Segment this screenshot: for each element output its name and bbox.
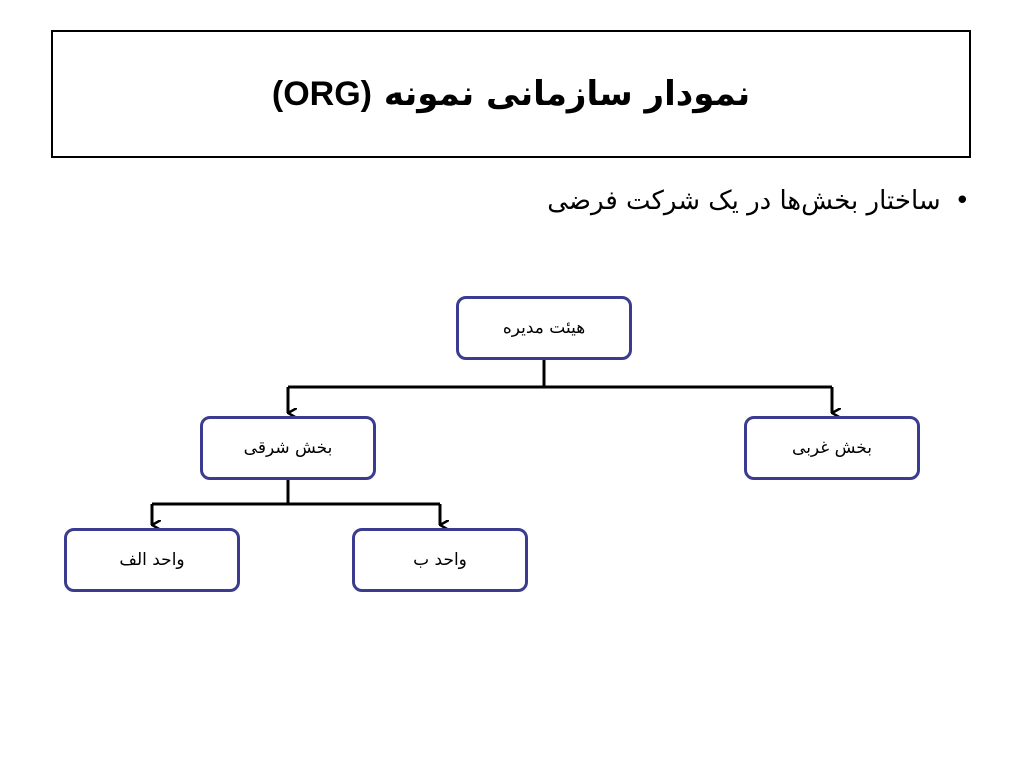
- slide-title-tag: (ORG): [271, 75, 372, 113]
- org-node-branch-east: بخش شرقی: [200, 416, 376, 480]
- intro-text: ساختار بخش‌ها در یک شرکت فرضی: [547, 186, 941, 216]
- org-node-unit-b: واحد ب: [352, 528, 528, 592]
- org-node-unit-a: واحد الف: [64, 528, 240, 592]
- org-node-top: هیئت مدیره: [456, 296, 632, 360]
- slide-title-text: نمودار سازمانی نمونه: [383, 74, 751, 114]
- bullet-dot-icon: •: [954, 186, 970, 216]
- org-node-branch-west: بخش غربی: [744, 416, 920, 480]
